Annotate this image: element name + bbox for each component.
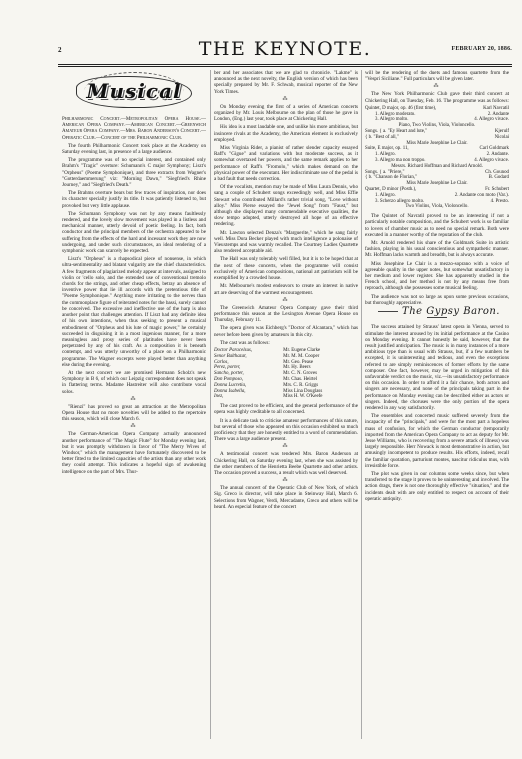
article-paragraph: The annual concert of the Operatic Club of New York, of which Sig. Greco is director, will take place in Steinway Hall, March 6. Selections from Wagner, Verdi, Mercadante, Greco and others will be heard. An especial feature of the concert	[214, 485, 358, 510]
article-paragraph: Miss Virginia Rider, a pianist of rather slender capacity essayed Raff's "Gigue" and variations with but moderate success, as it somewhat overtaxed her powers, and the same remark applies to her performance of Raff's "Fromolo," which makes demand on the physical power of the executant. Her indiscriminate use of the pedal is a bad fault that needs correction.	[214, 145, 358, 183]
cast-actor: Mr. M. M. Cooper	[283, 353, 320, 359]
programme-item-composer: Karl Navratil	[483, 105, 509, 111]
programme-item-title: 3. Allegro ma non troppo.	[375, 157, 426, 163]
programme-performers: Two Violins, Viola, Violoncello.	[405, 204, 469, 210]
asterism-ornament: ⁂	[433, 84, 441, 90]
programme-item-title: Songs. { a. "Ey Heart and lute,"	[365, 129, 428, 134]
programme-item-composer: 4. Allegro vivace.	[474, 117, 509, 123]
programme-item-composer: Kjerulf	[494, 129, 509, 134]
cast-list	[214, 348, 358, 400]
article-paragraph: The Hall was only tolerably well filled, but it is to be hoped that at the next of these concerts, when the programme will consist exclusively of American compositions, national art patriotism will be exemplified by a crowded house.	[214, 256, 358, 282]
asterism-ornament: ⁂	[282, 444, 290, 450]
asterism-ornament: ⁂	[282, 297, 290, 303]
article-paragraph: "Rienzi" has proved so great an attraction at the Metropolitan Opera House that no more novelties will be added to the repertoire this season, which will close March 6.	[62, 403, 206, 423]
article-paragraph: Liszt's "Orpheus" is a rhapsodical piece of nonsense, in which ultra-sentimentality and blatant vulgarity are the chief characteristics. A few fragments of plagiarized melody appear at intervals, assigned to violin or 'cello solo, and the extended use of conventional tremolo chords for the strings, and other cheap effects, betray an absence of inventive power that lie ill accords with the pretentious title of "Poeme Symphonique." Anything more irritating to the nerves than the commonplace figure of reiterated notes for the bassi, surely cannot be conceived. The excessive and ineffective use of the harp is also another point that challenges attention. If Liszt had any definite idea of his own intentions, when thus seeking to present a musical embodiment of "Orpheus and his lute of magic power," he certainly succeeded in disguising it in a most ingenious manner, for a more meaningless and prosy series of platitudes have never been perpetrated by any of his craft. As a composition it is beneath contempt, and was utterly unworthy of a place on a Philharmonic programme. The Wagner excerpts were played better than anything else during the evening.	[62, 256, 206, 368]
cast-actor: Miss Lina Douglass	[283, 388, 323, 394]
programme-item-composer: 2. Andante	[487, 111, 509, 117]
article-paragraph: The plot was given in our columns some weeks since, but when transferred to the stage it proves to be uninteresting and involved. The action drags, there is not one thoroughly effective "situation," and the incidents dealt with are only entitled to respect on account of their operatic antiquity.	[365, 471, 509, 502]
programme-performers: Miss Marie Josephine Le Clair.	[406, 140, 468, 146]
article-paragraph: The Quintet of Navratil proved to be an interesting if not a particularly notable composition, and the Schubert work is so familiar to lovers of chamber music as to need no special remark. Both were executed in a manner worthy of the reputation of the club.	[365, 213, 509, 238]
section-headline: Philharmonic Concert.—Metropolitan Opera House.—American Opera Company.—American Concert.—Greenwich Amateur Opera Company.—Mrs. Baron Anderson's Concert.—Operatic Club.—Concert of the Philharmonic Club.	[62, 116, 206, 141]
programme-item-title: Suite, E major, op. 11,	[365, 146, 409, 152]
col1-body	[62, 143, 206, 475]
cast-actor: Mr. Hy. Beers	[283, 365, 311, 371]
cast-actor: Miss H. W. O'Keefe	[283, 394, 323, 400]
cast-role: Sancho, porter,	[214, 371, 244, 377]
programme-item-title: 1. Allegro moderato.	[375, 111, 416, 117]
programme-item-composer: Ch. Gounod	[485, 169, 509, 175]
article-paragraph: The ensembles and concerted music suffered severely from the incapacity of the "principals," and were for the most part a hopeless mass of confusion, for which the German conductor (temporarily imported from the American Opera Company to act as deputy for Mr. Jesse Williams, who is recovering from a severe attack of illness) was largely responsible. Herr Nowack is most demonstrative in action, but amusingly incompetent to produce results. His efforts, indeed, recall the familiar quotation, parturiunt montes, nascitur ridiculus mus, with irresistible force.	[365, 413, 509, 469]
cast-role: Donna Lucretia,	[214, 382, 247, 388]
programme-item-title: { b. "Best of all,"	[365, 134, 399, 140]
issue-date: FEBRUARY 20, 1886.	[451, 46, 512, 52]
musical-section-logo	[74, 70, 194, 112]
programme-item-composer: Fr. Schubert	[485, 186, 509, 192]
asterism-ornament: ⁂	[282, 96, 290, 102]
article-paragraph: The Greenwich Amateur Opera Company gave their third performance this season at the Lexington Avenue Opera House on Thursday, February 11.	[214, 304, 358, 324]
asterism-ornament: ⁂	[282, 478, 290, 484]
cast-actor: Mrs. C. R. Griggs	[283, 382, 319, 388]
cast-role: Perez, porter,	[214, 365, 241, 371]
cast-actor: Mr. C. N. Groves	[283, 371, 318, 377]
programme-item-title: { b. "Chanson de Florian,"	[365, 175, 417, 181]
programme-item-title: 3. Allegro molto.	[375, 117, 409, 123]
article-paragraph: Of the vocalists, mention may be made of Miss Laura Dennis, who sang a couple of Schubert songs exceedingly well, and Miss Effie Stewart who contributed Millard's rather trivial song, "Love without alloy." Miss Pierse essayed the "Jewel Song" from "Faust," but although she displayed many commendable executive qualities, the slow tempo adopted, utterly destroyed all hope of an effective rendering.	[214, 184, 358, 228]
page-header	[58, 40, 512, 62]
cast-row	[214, 394, 358, 400]
programme-item-title: 1. Allegro.	[375, 152, 396, 158]
article-paragraph: His idea is a most laudable one, and unlike his more ambitious, but insincere rivals at the Academy, the American element is exclusively employed.	[214, 124, 358, 143]
programme-item-title: Quartet, D minor (Posth.),	[365, 186, 417, 192]
article-paragraph: Mr. Arnold rendered his share of the Goldmark Suite in artistic fashion, playing in his usual conscientious and sympathetic manner. Mr. Hoffman lacks warmth and breadth, but is always accurate.	[365, 239, 509, 259]
programme-item-title: 3. Scherzo allegro molto.	[375, 198, 425, 204]
article-paragraph: Miss Josephine Le Clair is a mezzo-soprano with a voice of agreeable quality in the upper notes, but somewhat unsatisfactory in her medium and lower register. She has apparently studied in the French school, and her method is not by any means free from reproach, although she possesses some musical feeling.	[365, 260, 509, 292]
article-paragraph: On Monday evening the first of a series of American concerts organized by Mr. Louis Melbourne on the plan of those he gave in London, (Eng.) last year, took place at Chickering Hall.	[214, 103, 358, 123]
programme-performers: Messrs. Richard Hoffman and Richard Arnold.	[391, 163, 483, 169]
column-3	[365, 70, 509, 739]
logo-flourish	[84, 72, 184, 111]
article-paragraph: Mr. Lawton selected Denza's "Marguerite," which he sang fairly well. Miss Dora Becker played with much intelligence a polonaise of Vieuxtemps and was warmly recalled. The Courtney Ladies Quartette also rendered acceptable aid.	[214, 229, 358, 255]
masthead-title: THE KEYNOTE.	[198, 38, 372, 60]
programme-item-composer: 2. Andante.	[486, 152, 509, 158]
cast-actor: Mr. Chas. Heirtel	[283, 376, 318, 382]
programme-item-title: Songs. { a. "Priere,"	[365, 169, 405, 175]
article-paragraph: Mr. Melbourne's modest endeavors to create an interest in native art are deserving of the warmest encouragement.	[214, 283, 358, 296]
cast-role: Inez,	[214, 394, 224, 400]
article-paragraph: The Brahms overture bears but few traces of inspiration, nor does its character specially justify its title. It was patiently listened to, but provoked but very little applause.	[62, 190, 206, 209]
header-rule-double	[58, 66, 512, 67]
article-paragraph: The New York Philharmonic Club gave their third concert at Chickering Hall, on Tuesday, Feb. 16. The programme was as follows:	[365, 91, 509, 104]
cast-role: Don Pomposo,	[214, 376, 244, 382]
cast-actor: Mr. Geo. Pease	[283, 359, 313, 365]
cast-role: Carlos,	[214, 359, 229, 365]
page-number: 2	[58, 46, 62, 54]
programme-item-title: Quintet, D major, op. 46 (first time),	[365, 105, 437, 111]
column-1	[62, 70, 206, 739]
programme-item-composer: Carl Goldmark	[479, 146, 509, 152]
article-paragraph: A testimonial concert was tendered Mrs. Baron Anderson at Chickering Hall, on Saturday evening last, when she was assisted by the other members of the Henrietta Beebe Quartette and other artists. The occasion proved a success, a result which was well deserved.	[214, 451, 358, 476]
column-2	[214, 70, 358, 739]
article-paragraph: At the next concert we are promised Hermann Scholz's new Symphony in B 6, of which our Leipzig correspondent does not speak in flattering terms. Madame Hastreiter will also contribute vocal solos.	[62, 369, 206, 395]
programme-item-title: 1. Allegro.	[375, 192, 396, 198]
section-title-gypsy-baron: The Gypsy Baron.	[365, 309, 509, 321]
article-paragraph: The cast was as follows:	[220, 339, 270, 346]
article-paragraph: The programme was of no special interest, and contained only Brahm's "Tragic" overture: Schumann's C major Symphony; Liszt's "Orpheus" (Poeme Symphonique), and three extracts from Wagner's "Gotterdaemmerung" viz: "Morning Dawn," "Siegfried's Rhine Journey," and "Siegfried's Death."	[62, 157, 206, 189]
programme-item-composer: 4. Presto.	[490, 198, 509, 204]
asterism-ornament: ⁂	[130, 396, 138, 402]
cast-role: Senor Balthazar,	[214, 353, 247, 359]
article-paragraph: The Schumann Symphony was not by any means faultlessly rendered, and the lovely slow movement was played in a listless and mechanical manner, utterly devoid of poetic feeling. In fact, both conductor and the principal members of the orchestra appeared to be suffering from the effects of the hard and incessant work they are now undergoing, and under such circumstances, an ideal rendering of a symphonic work can scarcely be expected.	[62, 210, 206, 255]
programme-performers: Miss Marie Josephine Le Clair.	[406, 181, 468, 187]
article-paragraph: The cast proved to be efficient, and the general performance of the opera was highly creditable to all concerned.	[214, 403, 358, 416]
logo-word: Musical	[86, 78, 182, 103]
column-divider	[361, 70, 362, 739]
programme-performers: Piano, Two Violins, Viola, Violoncello.	[398, 123, 476, 129]
header-rule	[58, 64, 512, 65]
programme-item-composer: 4. Allegro vivace.	[474, 157, 509, 163]
article-paragraph: will be the rendering of the duets and famous quartette from the "Vespri Siciliane." Full particulars will be given later.	[365, 70, 509, 83]
asterism-ornament: ⁂	[130, 424, 138, 430]
article-paragraph: It is a delicate task to criticise amateur performances of this nature, but several of those who appeared on this occasion exhibited so much proficiency that they are honestly entitled to a word of commendation. There was a large audience present.	[214, 417, 358, 443]
programme-item-composer: Nicolai	[494, 134, 509, 140]
article-paragraph: The opera given was Eichberg's "Doctor of Alcantara," which has never before been given by amateurs in this city.	[214, 325, 358, 338]
programme-item-composer: B. Godard	[488, 175, 509, 181]
article-paragraph: The German-American Opera Company actually announced another performance of "The Magic Flute" for Monday evening last, but it was promptly withdrawn in favor of "The Merry Wives of Windsor," which the management have fortunately discovered to be better fitted to the limited capacities of the artists than any other work they could attempt. This indicates a hopeful sign of awakening intelligence on the part of Mrs. Thur-	[62, 431, 206, 475]
article-paragraph: The fourth Philharmonic Concert took place at the Academy on Saturday evening last, in presence of a large audience.	[62, 142, 206, 156]
cast-role: Doctor Paracelsus,	[214, 347, 253, 353]
programme-item-composer: 2. Andante con moto (Var.).	[454, 192, 509, 198]
cast-actor: Mr. Eugene Clarke	[283, 347, 321, 353]
column-divider	[210, 70, 211, 739]
article-paragraph: The success attained by Strauss' latest opera in Vienna, served to stimulate the interest aroused by its initial performance at the Casino on Monday evening. It cannot honestly be said, however, that the result justified anticipation. The music is in many instances of a more ambitious type than is usual with Strauss, but, if a few numbers be excepted, it is uninteresting and tedious, and even the exceptions referred to are simply reminiscences of former efforts by the same composer. One fact, however, may be urged in mitigation of this unfavorable verdict on the music, viz.—its unsatisfactory performance on this occasion. In order to afford it a fair chance, both actors and singers are necessary, and none of the principals taking part in the performance on Monday evening can be described either as actors or singers. Indeed, the choruses were the only portion of the opera rendered in any way satisfactorily.	[365, 324, 509, 412]
article-paragraph: The audience was not so large as upon some previous occasions, but thoroughly appreciative.	[365, 293, 509, 306]
concert-programme	[365, 106, 509, 210]
cast-role: Donna Isabella,	[214, 388, 246, 394]
article-paragraph: ber and her associates that we are glad to chronicle. "Lakme" is announced as the next novelty, the English version of which has been specially prepared by Mr. F. Schwab, musical reporter of the New York Times.	[214, 70, 358, 95]
